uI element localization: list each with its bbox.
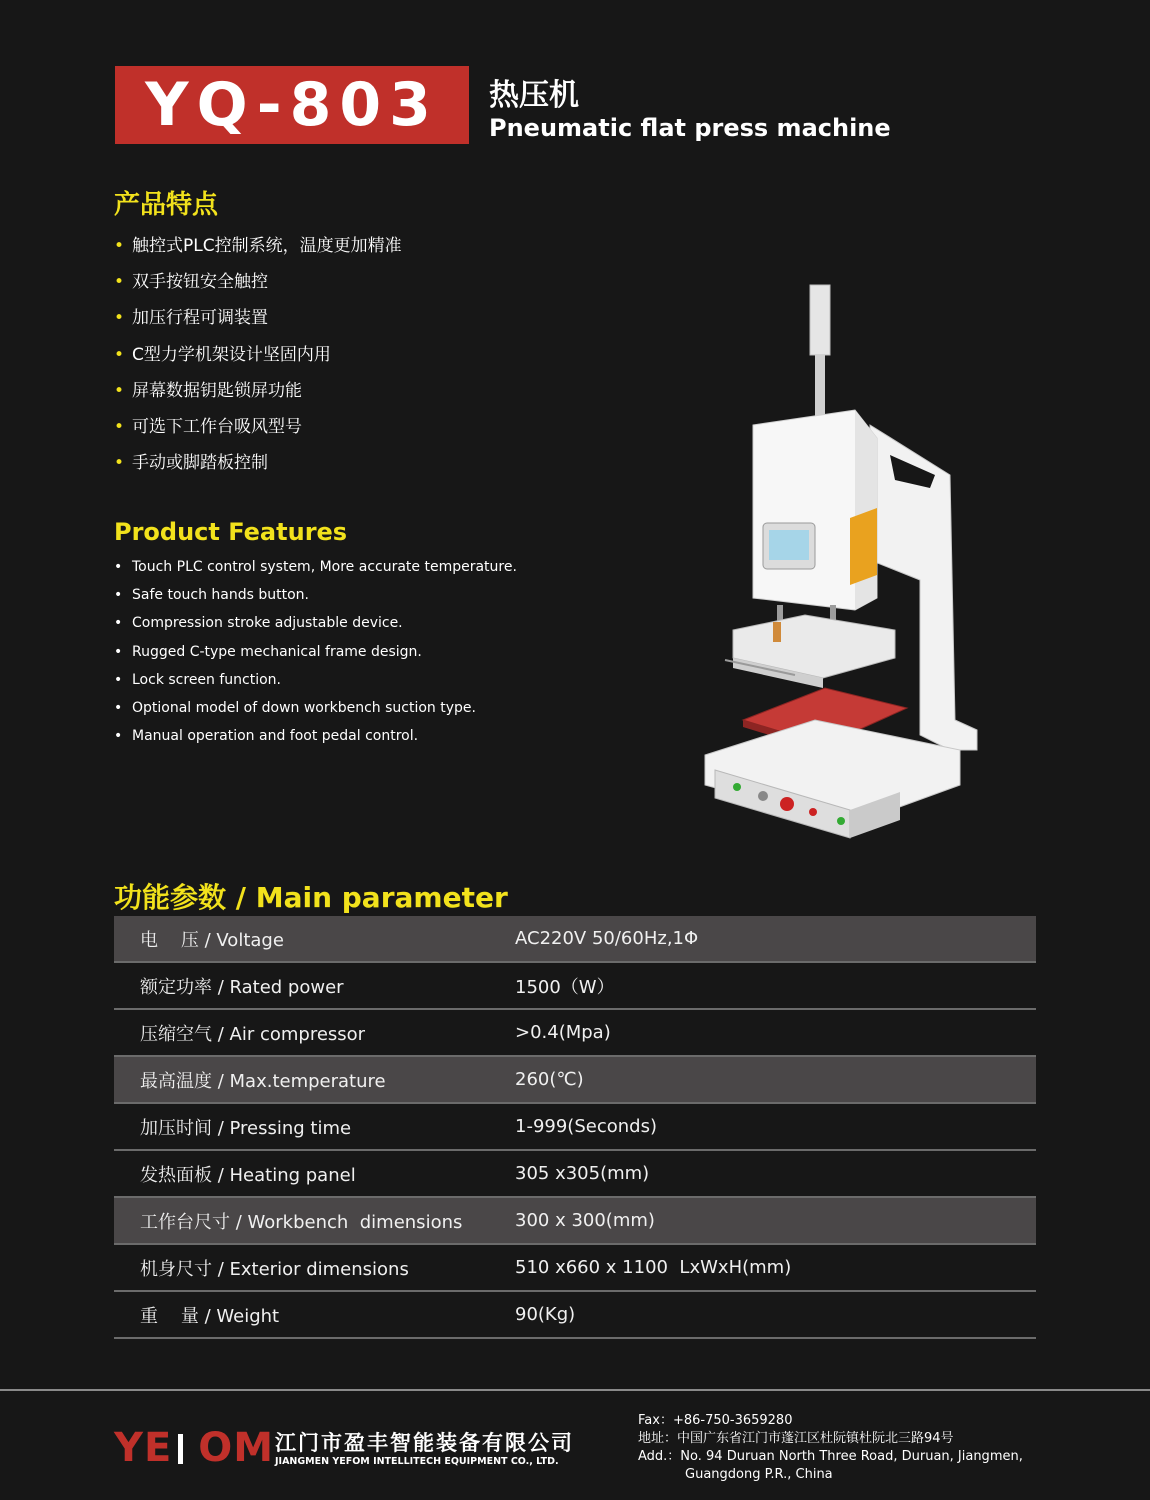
table-row xyxy=(114,1151,1036,1198)
list-item: • 手动或脚踏板控制 xyxy=(114,449,402,485)
bullet-icon: • xyxy=(114,587,123,604)
table-row xyxy=(114,1057,1036,1104)
list-item: • Manual operation and foot pedal control. xyxy=(114,724,517,752)
parameters-heading: 功能参数 / Main parameter xyxy=(114,881,508,914)
param-value: 300 x 300(mm) xyxy=(515,1210,655,1231)
bullet-icon: • xyxy=(114,453,125,474)
product-title-en: Pneumatic flat press machine xyxy=(489,114,891,142)
param-name: 加压时间 / Pressing time xyxy=(140,1117,352,1139)
company-name-en: JIANGMEN YEFOM INTELLITECH EQUIPMENT CO., LTD. xyxy=(275,1456,559,1467)
bullet-icon: • xyxy=(114,728,123,745)
bullet-icon: • xyxy=(114,559,123,575)
bullet-icon: • xyxy=(114,380,125,401)
company-logo: YE OM xyxy=(114,1425,275,1471)
list-item: • Lock screen function. xyxy=(114,668,517,696)
param-value: 510 x660 x 1100 LxWxH(mm) xyxy=(515,1257,792,1278)
table-row xyxy=(114,1292,1036,1339)
param-value: 1500（W） xyxy=(515,976,615,998)
param-name: 重 量 / Weight xyxy=(140,1305,280,1327)
bullet-icon: • xyxy=(114,272,125,293)
bullet-icon: • xyxy=(114,308,125,329)
features-list-cn xyxy=(114,232,402,485)
bullet-icon: • xyxy=(114,615,123,632)
bullet-icon: • xyxy=(114,671,123,688)
list-item: • 触控式PLC控制系统，温度更加精准 xyxy=(114,232,402,268)
bullet-icon: • xyxy=(114,416,125,437)
parameters-table xyxy=(114,916,1036,1339)
contact-info xyxy=(638,1412,1023,1484)
table-row xyxy=(114,916,1036,963)
bullet-icon: • xyxy=(114,643,123,660)
list-item: • Safe touch hands button. xyxy=(114,583,517,611)
param-value: >0.4(Mpa) xyxy=(515,1022,611,1043)
list-item: • Optional model of down workbench suction type. xyxy=(114,696,517,724)
product-title-cn: 热压机 xyxy=(489,78,579,113)
footer-divider xyxy=(0,1389,1150,1391)
bullet-icon: • xyxy=(114,699,123,716)
param-name: 电 压 / Voltage xyxy=(140,929,284,951)
company-name-cn: 江门市盈丰智能装备有限公司 xyxy=(275,1431,574,1455)
list-item: • C型力学机架设计坚固内用 xyxy=(114,341,402,377)
param-value: 90(Kg) xyxy=(515,1304,576,1325)
param-name: 发热面板 / Heating panel xyxy=(140,1164,356,1186)
table-row xyxy=(114,1245,1036,1292)
param-value: 260(℃) xyxy=(515,1069,584,1090)
list-item: • 加压行程可调装置 xyxy=(114,304,402,340)
list-item: • 双手按钮安全触控 xyxy=(114,268,402,304)
param-value: 1-999(Seconds) xyxy=(515,1116,657,1137)
param-name: 机身尺寸 / Exterior dimensions xyxy=(140,1258,409,1280)
table-row xyxy=(114,963,1036,1010)
param-name: 最高温度 / Max.temperature xyxy=(140,1070,386,1092)
logo-mark xyxy=(178,1434,183,1464)
param-name: 压缩空气 / Air compressor xyxy=(140,1023,366,1045)
table-row xyxy=(114,1010,1036,1057)
bullet-icon: • xyxy=(114,344,125,365)
param-name: 额定功率 / Rated power xyxy=(140,976,344,998)
model-badge xyxy=(115,66,469,144)
address-cn: 地址：中国广东省江门市蓬江区杜阮镇杜阮北三路94号 xyxy=(638,1431,954,1446)
features-heading-en: Product Features xyxy=(114,518,348,546)
model-number: YQ-803 xyxy=(145,70,439,140)
address-en-line1: Add.：No. 94 Duruan North Three Road, Duruan, Jiangmen, xyxy=(638,1449,1023,1464)
table-row xyxy=(114,1198,1036,1245)
address-en-line2: Guangdong P.R., China xyxy=(685,1467,833,1482)
features-list-en xyxy=(114,555,517,752)
table-row xyxy=(114,1104,1036,1151)
press-machine-image xyxy=(695,280,995,855)
param-value: 305 x305(mm) xyxy=(515,1163,650,1184)
param-name: 工作台尺寸 / Workbench dimensions xyxy=(140,1211,463,1233)
list-item: • 屏幕数据钥匙锁屏功能 xyxy=(114,377,402,413)
list-item: • Touch PLC control system, More accurate temperature. xyxy=(114,555,517,583)
list-item: • Rugged C-type mechanical frame design. xyxy=(114,640,517,668)
list-item: • Compression stroke adjustable device. xyxy=(114,611,517,639)
features-heading-cn: 产品特点 xyxy=(114,190,219,220)
list-item: • 可选下工作台吸风型号 xyxy=(114,413,402,449)
fax: Fax：+86-750-3659280 xyxy=(638,1413,793,1428)
bullet-icon: • xyxy=(114,236,125,256)
param-value: AC220V 50/60Hz,1Φ xyxy=(515,928,699,949)
